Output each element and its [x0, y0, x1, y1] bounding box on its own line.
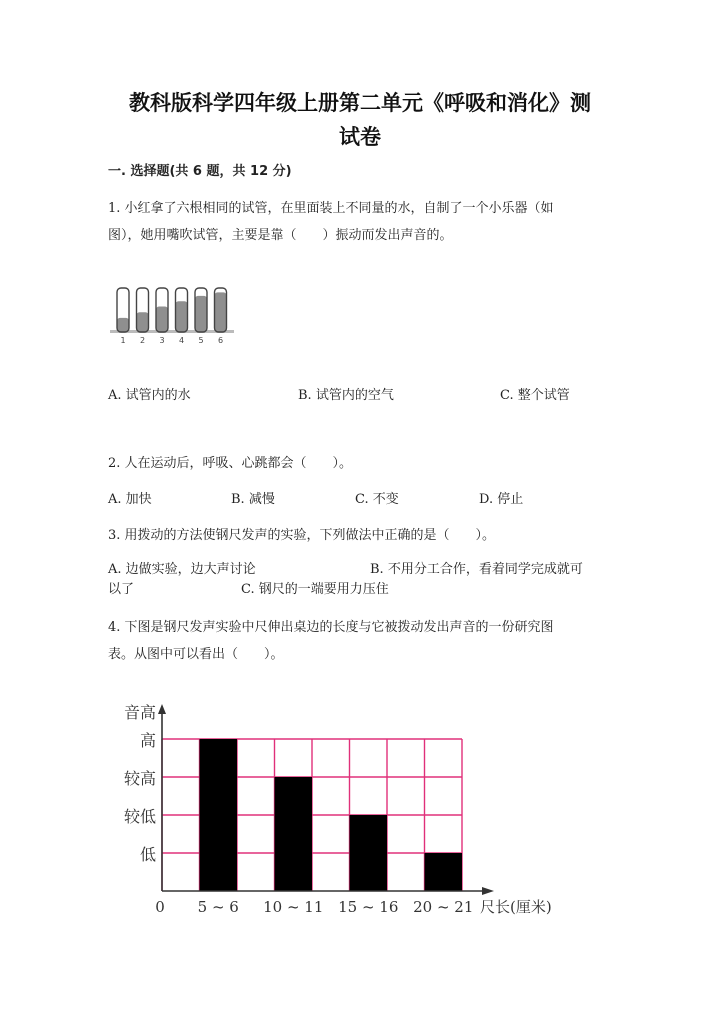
x-tick-label: 5 ~ 6 — [197, 898, 239, 916]
q3-option-a[interactable]: A. 边做实验，边大声讨论 — [108, 562, 256, 577]
chart-bar — [425, 853, 463, 891]
x-tick-label: 20 ~ 21 — [413, 898, 474, 916]
chart-bar — [350, 815, 388, 891]
question-1-line-1: 1. 小红拿了六根相同的试管，在里面装上不同量的水，自制了一个小乐器（如 — [108, 201, 554, 216]
test-tubes-figure — [108, 282, 238, 346]
tube-water — [137, 312, 149, 332]
question-4 — [108, 614, 608, 668]
q3-option-b-line-1[interactable]: B. 不用分工合作，看着同学完成就可 — [370, 562, 583, 577]
y-tick-label: 较高 — [123, 769, 156, 788]
question-4-line-2: 表。从图中可以看出（ ）。 — [108, 647, 284, 662]
tube-label: 2 — [139, 336, 146, 345]
q2-option-b[interactable]: B. 减慢 — [231, 492, 275, 507]
tube-water — [195, 296, 207, 332]
y-tick-label: 较低 — [123, 807, 156, 826]
y-tick-label: 高 — [139, 731, 156, 750]
question-2: 2. 人在运动后，呼吸、心跳都会（ ）。 — [108, 456, 353, 471]
q1-option-a[interactable]: A. 试管内的水 — [108, 388, 191, 403]
origin-label: 0 — [155, 898, 165, 916]
y-axis-arrow — [158, 704, 166, 714]
tube-label: 6 — [217, 336, 224, 345]
question-1 — [108, 195, 608, 249]
tube-water — [176, 301, 188, 332]
tube-water — [156, 306, 168, 332]
q3-option-c[interactable]: C. 钢尺的一端要用力压住 — [241, 582, 389, 597]
page-title — [90, 86, 630, 154]
y-axis-label: 音高 — [123, 703, 156, 722]
question-3: 3. 用拨动的方法使钢尺发声的实验，下列做法中正确的是（ ）。 — [108, 528, 496, 543]
question-1-line-2: 图），她用嘴吹试管，主要是靠（ ）振动而发出声音的。 — [108, 228, 453, 243]
tube-label: 3 — [159, 336, 165, 345]
tube-label: 5 — [198, 336, 204, 345]
title-line-2: 试卷 — [339, 125, 381, 149]
tube-label: 4 — [178, 336, 185, 345]
pitch-length-chart — [112, 696, 592, 926]
chart-bar — [200, 739, 238, 891]
question-4-line-1: 4. 下图是钢尺发声实验中尺伸出桌边的长度与它被拨动发出声音的一份研究图 — [108, 620, 554, 635]
section-heading: 一. 选择题(共 6 题，共 12 分) — [108, 164, 292, 179]
y-tick-label: 低 — [139, 845, 156, 864]
q2-option-c[interactable]: C. 不变 — [355, 492, 399, 507]
tube-label: 1 — [120, 336, 126, 345]
tube-water — [117, 318, 129, 332]
q1-option-b[interactable]: B. 试管内的空气 — [298, 388, 394, 403]
x-tick-label: 10 ~ 11 — [263, 898, 324, 916]
q2-option-a[interactable]: A. 加快 — [108, 492, 152, 507]
x-axis-arrow — [482, 887, 494, 895]
chart-bar — [275, 777, 313, 891]
tube-water — [215, 292, 227, 332]
x-axis-label: 尺长(厘米) — [480, 898, 552, 916]
title-line-1: 教科版科学四年级上册第二单元《呼吸和消化》测 — [129, 91, 591, 115]
q2-option-d[interactable]: D. 停止 — [479, 492, 524, 507]
x-tick-label: 15 ~ 16 — [338, 898, 399, 916]
q3-option-b-line-2[interactable]: 以了 — [108, 582, 135, 597]
q1-option-c[interactable]: C. 整个试管 — [500, 388, 570, 403]
